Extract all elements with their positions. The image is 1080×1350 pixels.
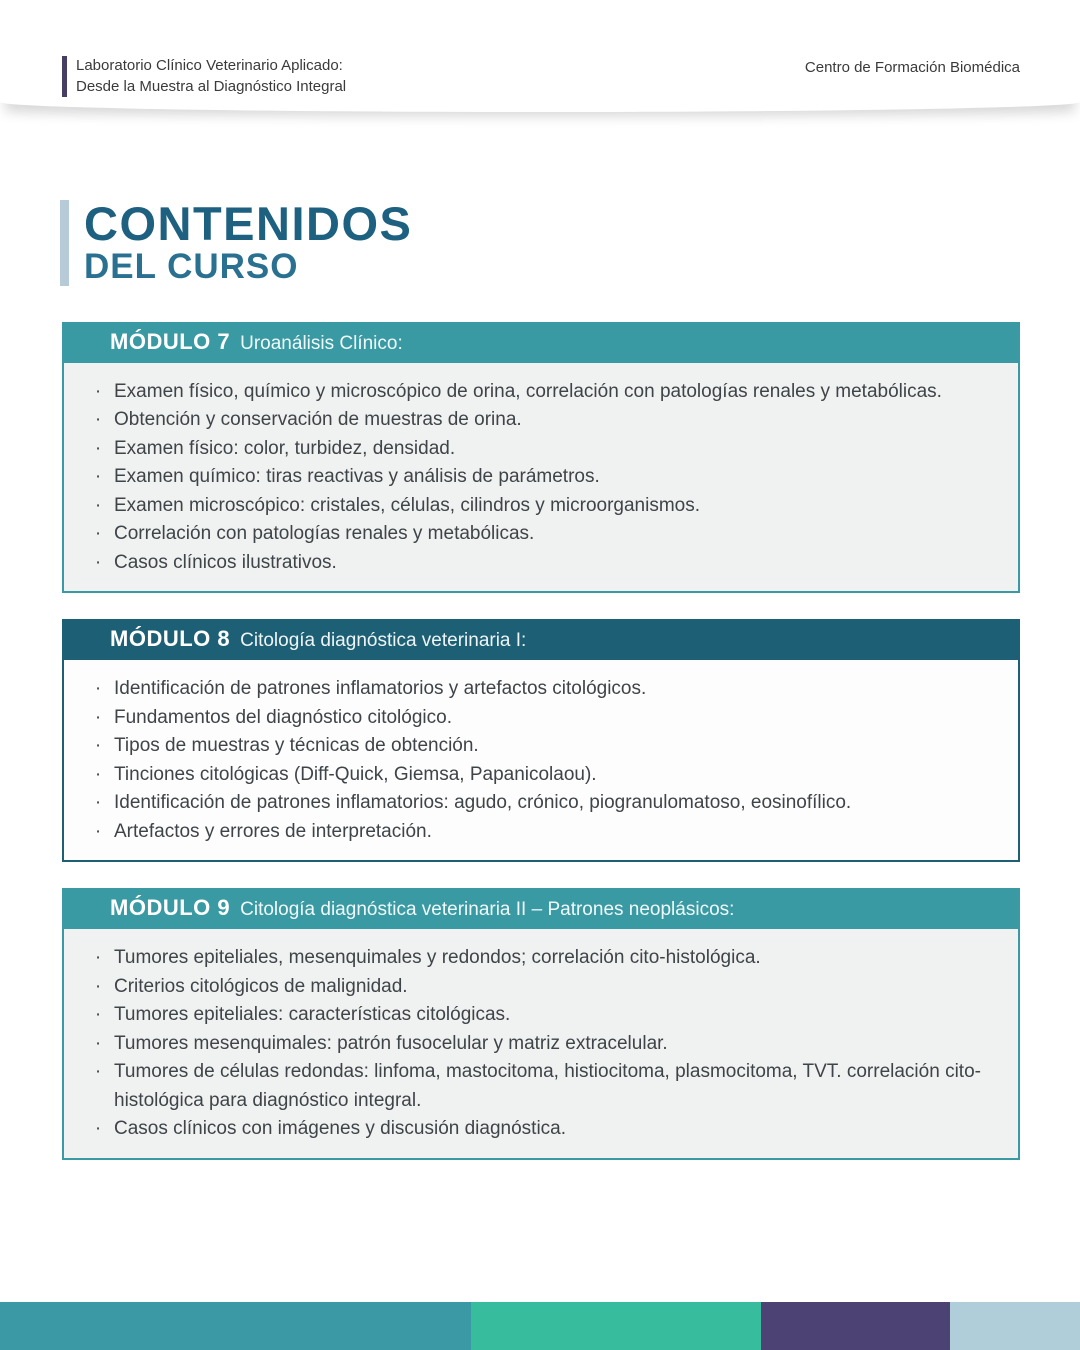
- bullet-text: · Casos clínicos con imágenes y discusión diagnóstica.: [114, 1118, 567, 1140]
- bullet-item: [82, 704, 992, 733]
- org-name: Centro de Formación Biomédica: [804, 59, 1020, 76]
- bullet-item: [82, 1058, 992, 1115]
- bullet-item: [82, 789, 992, 818]
- bullet-item: [82, 378, 992, 407]
- module-block: [62, 322, 1020, 594]
- module-label: MÓDULO 8: [110, 626, 231, 652]
- title-line2: DEL CURSO: [84, 246, 299, 286]
- footer-bars: [0, 1302, 1080, 1350]
- bullet-item: [82, 406, 992, 435]
- bullet-item: [82, 520, 992, 549]
- bullet-item: [82, 675, 992, 704]
- footer-segment-teal: [0, 1302, 471, 1350]
- bullet-text: · Criterios citológicos de malignidad.: [114, 975, 408, 997]
- footer-segment-green: [471, 1302, 761, 1350]
- bullet-item: [82, 463, 992, 492]
- bullet-item: [82, 973, 992, 1002]
- bullet-text: · Examen químico: tiras reactivas y análisis de parámetros.: [114, 466, 600, 488]
- page-title: [60, 197, 1020, 286]
- bullet-text: · Identificación de patrones inflamatorios y artefactos citológicos.: [114, 678, 647, 700]
- module-item-list: [82, 944, 992, 1144]
- bullet-text: · Tumores de células redondas: linfoma, mastocitoma, histiocitoma, plasmocitoma, TVT. correlación cito-histológica para diagnóstico integral.: [114, 1061, 981, 1111]
- bullet-text: · Casos clínicos ilustrativos.: [114, 551, 337, 573]
- bullet-text: · Tipos de muestras y técnicas de obtención.: [114, 735, 479, 757]
- bullet-item: [82, 1115, 992, 1144]
- module-card: [62, 361, 1020, 594]
- bullet-item: [82, 1030, 992, 1059]
- module-card: [62, 658, 1020, 862]
- module-block: [62, 888, 1020, 1160]
- title-accent-bar: [60, 200, 69, 286]
- module-label: MÓDULO 7: [110, 328, 231, 354]
- module-label: MÓDULO 9: [110, 895, 231, 921]
- bullet-text: · Examen físico, químico y microscópico de orina, correlación con patologías renales y metabólicas.: [114, 380, 942, 402]
- brand-accent-bar: [62, 56, 67, 97]
- bullet-text: · Examen físico: color, turbidez, densidad.: [114, 437, 456, 459]
- module-block: [62, 619, 1020, 862]
- bullet-text: · Examen microscópico: cristales, células, cilindros y microorganismos.: [114, 494, 701, 516]
- bullet-item: [82, 1001, 992, 1030]
- brand-text: [76, 56, 346, 97]
- module-subtitle: Uroanálisis Clínico:: [240, 332, 403, 354]
- brand-block: [62, 56, 346, 97]
- bullet-item: [82, 761, 992, 790]
- bullet-item: [82, 435, 992, 464]
- bullet-text: · Tumores epiteliales: características citológicas.: [114, 1004, 511, 1026]
- module-header: [62, 619, 1020, 658]
- bullet-text: · Tumores epiteliales, mesenquimales y redondos; correlación cito-histológica.: [114, 947, 761, 969]
- module-item-list: [82, 675, 992, 846]
- bullet-item: [82, 732, 992, 761]
- modules-section: [62, 322, 1020, 1160]
- title-line1: CONTENIDOS: [84, 197, 413, 250]
- module-header: [62, 322, 1020, 361]
- bullet-text: · Artefactos y errores de interpretación.: [114, 820, 432, 842]
- bullet-item: [82, 818, 992, 847]
- bullet-text: · Tumores mesenquimales: patrón fusocelular y matriz extracelular.: [114, 1032, 668, 1054]
- module-subtitle: Citología diagnóstica veterinaria II – Patrones neoplásicos:: [240, 899, 735, 921]
- module-subtitle: Citología diagnóstica veterinaria I:: [240, 630, 527, 652]
- module-card: [62, 927, 1020, 1160]
- bullet-item: [82, 549, 992, 578]
- footer-segment-purple: [761, 1302, 950, 1350]
- bullet-text: · Fundamentos del diagnóstico citológico.: [114, 706, 452, 728]
- module-header: [62, 888, 1020, 927]
- footer-segment-light-blue: [950, 1302, 1080, 1350]
- bullet-text: · Identificación de patrones inflamatorios: agudo, crónico, piogranulomatoso, eosinofílico.: [114, 792, 852, 814]
- brand-line1: Laboratorio Clínico Veterinario Aplicado:: [76, 57, 343, 74]
- bullet-item: [82, 944, 992, 973]
- bullet-item: [82, 492, 992, 521]
- header: [0, 0, 1080, 112]
- bullet-text: · Obtención y conservación de muestras de orina.: [114, 409, 522, 431]
- brand-line2: Desde la Muestra al Diagnóstico Integral: [76, 77, 347, 95]
- bullet-text: · Correlación con patologías renales y metabólicas.: [114, 523, 535, 545]
- bullet-text: · Tinciones citológicas (Diff-Quick, Giemsa, Papanicolaou).: [114, 763, 597, 785]
- module-item-list: [82, 378, 992, 578]
